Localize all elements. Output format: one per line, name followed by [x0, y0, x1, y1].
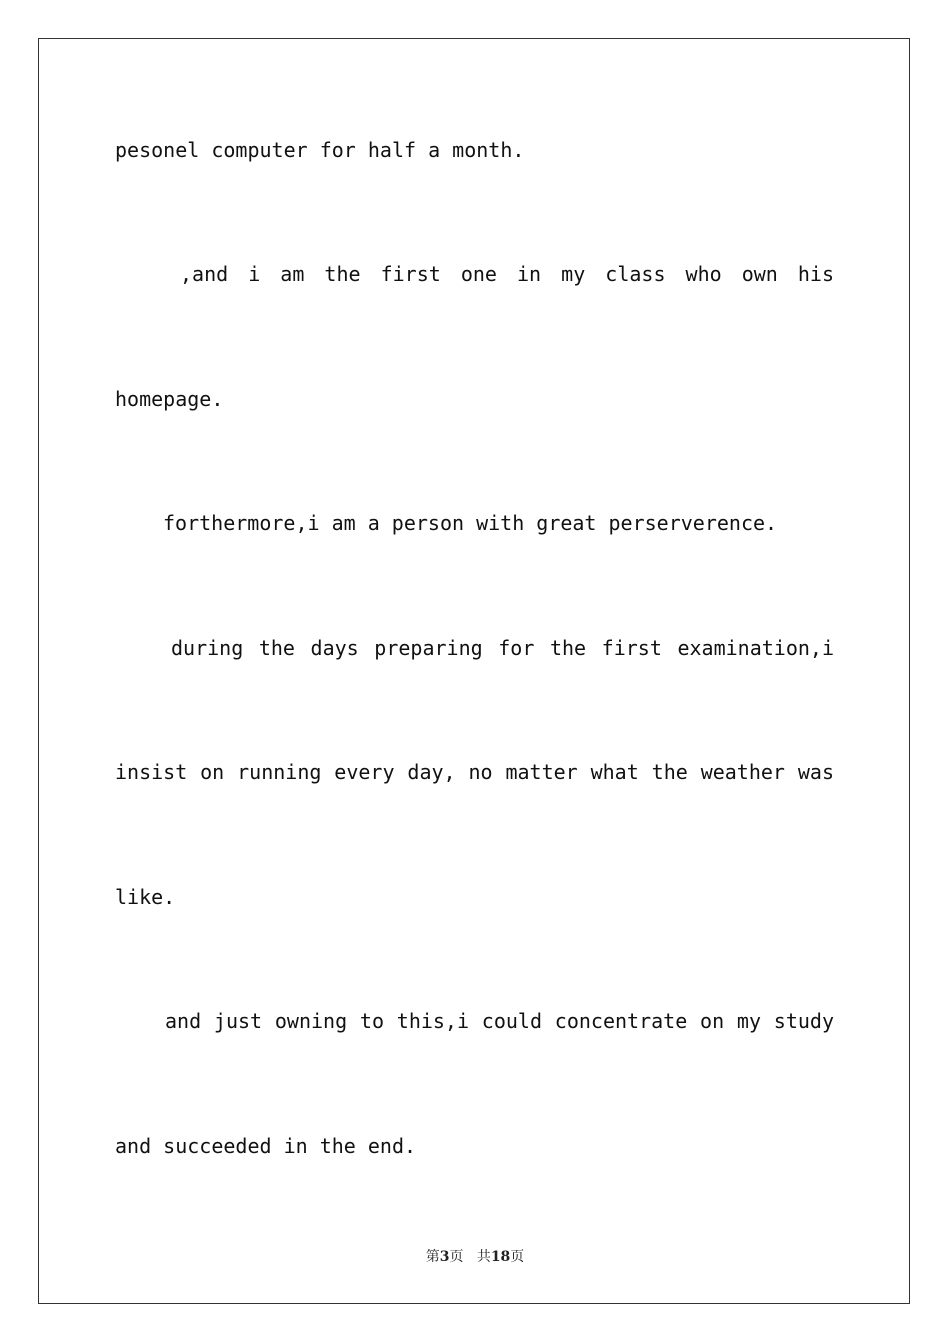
- footer-page-number: 3: [439, 1249, 450, 1265]
- text-line-2: ,and i am the first one in my class who own his: [180, 262, 834, 286]
- footer-prefix: 第: [425, 1249, 440, 1265]
- text-line-9: and succeeded in the end.: [115, 1134, 417, 1158]
- text-line-8: and just owning to this,i could concentrate on my study: [165, 1009, 834, 1033]
- page-footer: [0, 1246, 950, 1266]
- text-line-5: during the days preparing for the first examination,i: [171, 636, 834, 660]
- page-border: [38, 38, 910, 1304]
- text-line-7: like.: [115, 885, 176, 909]
- text-line-4: forthermore,i am a person with great perserverence.: [163, 511, 778, 535]
- footer-total-pages: 18: [490, 1249, 511, 1265]
- text-line-6: insist on running every day, no matter what the weather was: [115, 760, 834, 784]
- footer-page-suffix: 页: [449, 1249, 464, 1265]
- text-line-3: homepage.: [115, 387, 224, 411]
- footer-total-suffix: 页: [510, 1249, 525, 1265]
- text-line-1: pesonel computer for half a month.: [115, 138, 525, 162]
- footer-total-prefix: 共: [476, 1249, 491, 1265]
